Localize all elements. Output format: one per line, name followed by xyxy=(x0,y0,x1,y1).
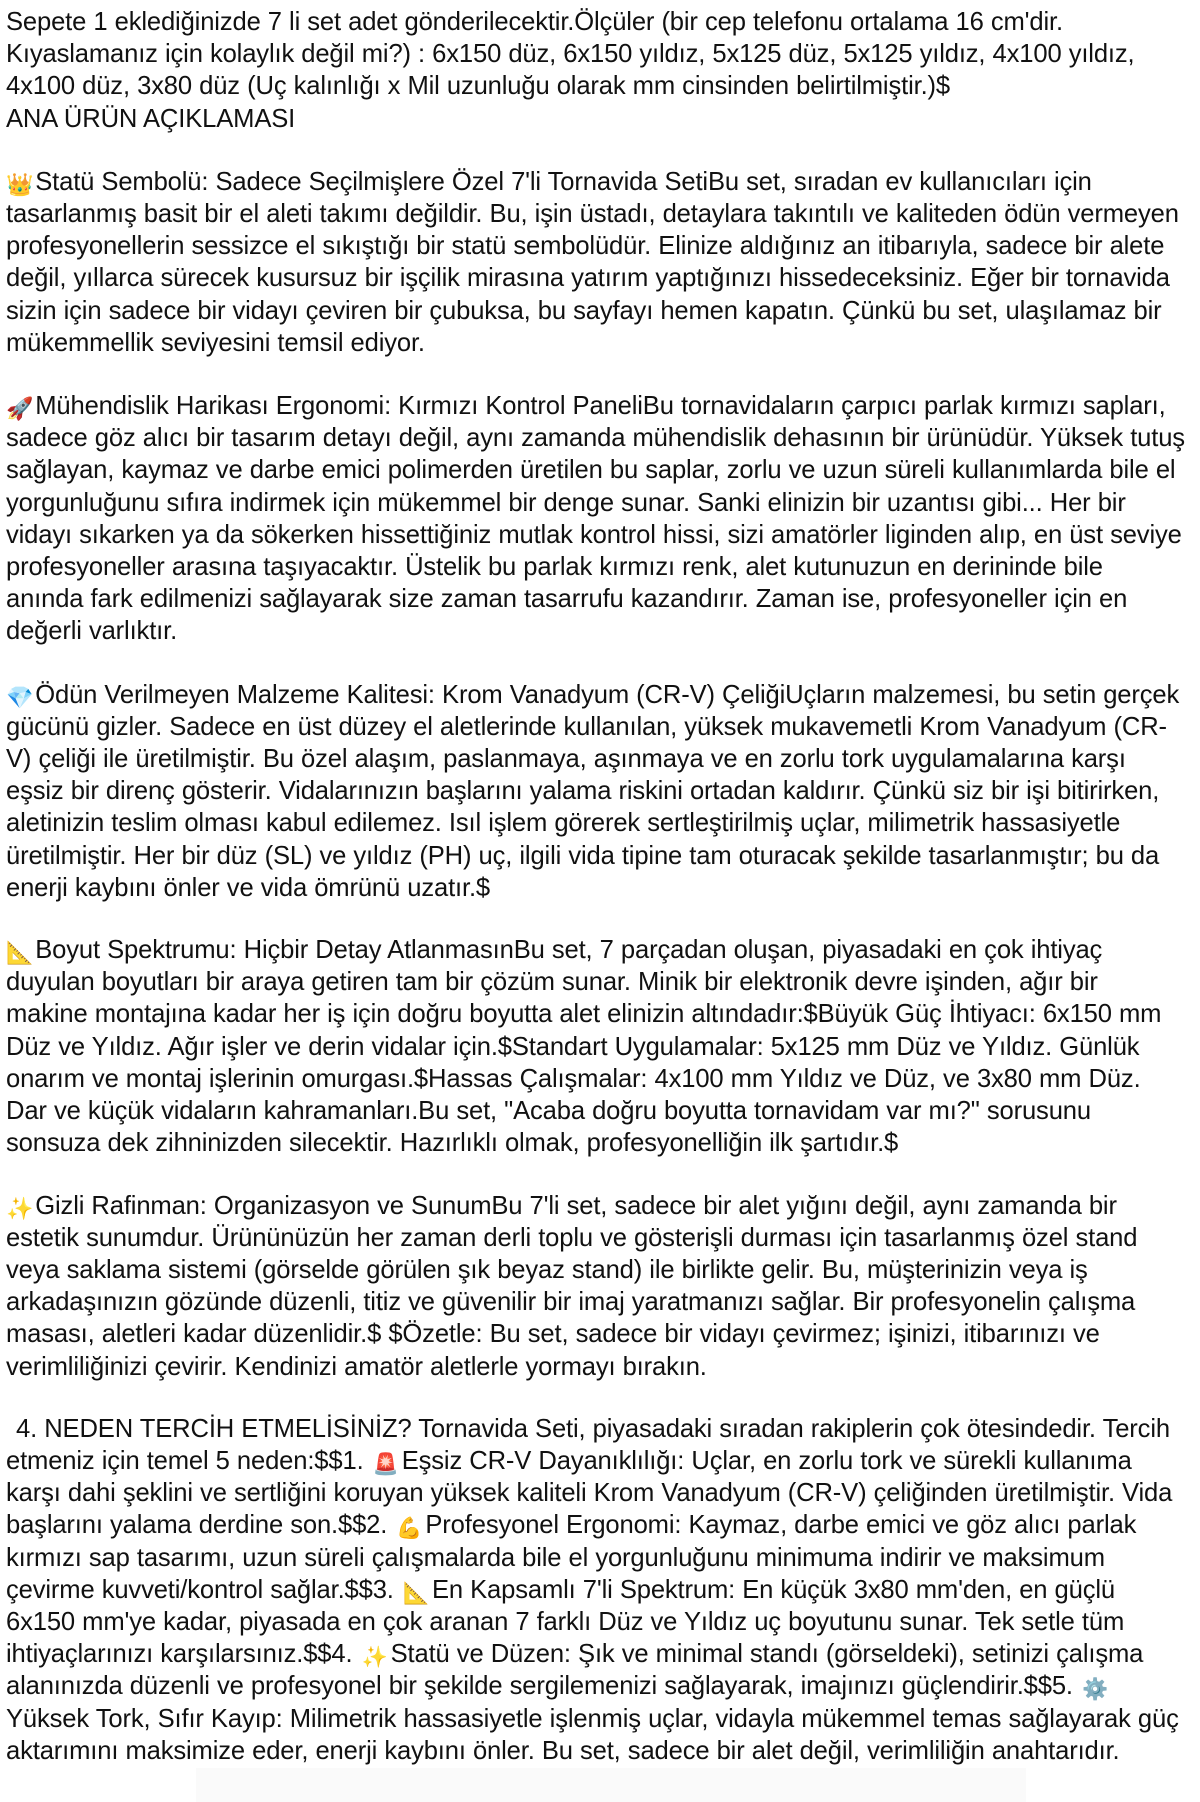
spacer xyxy=(6,1383,1186,1413)
spacer xyxy=(6,359,1186,390)
section-heading: ANA ÜRÜN AÇIKLAMASI xyxy=(6,104,296,133)
triangular-ruler-emoji: 📐 xyxy=(6,941,34,967)
size-spectrum-paragraph xyxy=(6,934,1186,1159)
spacer xyxy=(6,904,1186,934)
document-body xyxy=(6,6,1186,1767)
hidden-refinement-text: Gizli Rafinman: Organizasyon ve SunumBu 7'li set, sadece bir alet yığını değil, aynı zamanda bir estetik sunumdur. Ürününüzün her zaman derli toplu ve gösterişli durması için tasarlanmış özel stand veya saklama sistemi (görselde görülen şık beyaz stand) ile birlikte gelir. Bu, müşterinizin veya iş arkadaşınızın gözünde düzenli, titiz ve güvenilir bir imaj yaratmanızı sağlar. Bir profesyonelin çalışma masası, aletleri kadar düzenlidir.$ $Özetle: Bu set, sadece bir vidayı çevirmez; işinizi, itibarınızı ve verimliliğinizi çevirir. Kendinizi amatör aletlerle yormayı bırakın. xyxy=(6,1191,1138,1381)
status-symbol-text: Statü Sembolü: Sadece Seçilmişlere Özel 7'li Tornavida SetiBu set, sıradan ev kullanıcıları için tasarlanmış basit bir el aleti takımı değildir. Bu, işin üstadı, detaylara takıntılı ve kaliteden ödün vermeyen profesyonellerin sessizce el sıkıştığı bir statü sembolüdür. Elinize aldığınız an itibarıyla, sadece bir alete değil, yıllarca sürecek kusursuz bir işçilik mirasına yatırım yaptığınızı hissedeceksiniz. Eğer bir tornavida sizin için sadece bir vidayı çeviren bir çubuksa, bu sayfayı hemen kapatın. Çünkü bu set, ulaşılamaz bir mükemmellik seviyesini temsil ediyor. xyxy=(6,167,1179,357)
paragraph-text-run: Yüksek Tork, Sıfır Kayıp: Milimetrik hassasiyetle işlenmiş uçlar, vidayla mükemmel temas sağlayarak güç aktarımını maksimize eder, enerji kaybını önler. Bu set, sadece bir alet değil, verimliliğin anahtarıdır. xyxy=(6,1704,1179,1765)
police-car-light-emoji: 🚨 xyxy=(372,1451,399,1476)
paragraph-text-run: Profesyonel Ergonomi: Kaymaz, darbe emici ve göz alıcı parlak kırmızı sap tasarımı, uzun süreli çalışmalarda bile el yorgunluğunu minimuma indirir ve maksimum çevirme kuvveti/kontrol sağlar.$$3. xyxy=(6,1511,1137,1604)
flexed-biceps-emoji: 💪 xyxy=(396,1516,423,1541)
ergonomics-paragraph xyxy=(6,390,1186,648)
paragraph-text-run: Statü ve Düzen: Şık ve minimal standı (görseldeki), setinizi çalışma alanınızda düzenli ve profesyonel bir şekilde sergilemenizi sağlayarak, imajınızı güçlendirir.$$5. xyxy=(6,1640,1144,1701)
material-quality-paragraph xyxy=(6,679,1186,904)
hidden-refinement-paragraph xyxy=(6,1190,1186,1383)
spacer xyxy=(6,135,1186,166)
ergonomics-text: Mühendislik Harikası Ergonomi: Kırmızı Kontrol PaneliBu tornavidaların çarpıcı parlak kırmızı sapları, sadece göz alıcı bir tasarım detayı değil, aynı zamanda mühendislik dehasının bir ürünüdür. Yüksek tutuş sağlayan, kaymaz ve darbe emici polimerden üretilen bu saplar, zorlu ve uzun süreli kullanımlarda bile el yorgunluğunu sıfıra indirmek için mükemmel bir denge sunar. Sanki elinizin bir uzantısı gibi... Her bir vidayı sıkarken ya da sökerken hissettiğiniz mutlak kontrol hissi, sizi amatörler liginden alıp, en üst seviye profesyoneller arasına taşıyacaktır. Üstelik bu parlak kırmızı renk, alet kutunuzun en derininde bile anında fark edilmenizi sağlayarak size zaman tasarrufu kazandırır. Zaman ise, profesyoneller için en değerli varlıktır. xyxy=(6,392,1185,646)
spacer xyxy=(6,648,1186,679)
paragraph-text-run: En Kapsamlı 7'li Spektrum: En küçük 3x80 mm'den, en güçlü 6x150 mm'ye kadar, piyasada en çok aranan 7 farklı Düz ve Yıldız uç boyutunu sunar. Tek setle tüm ihtiyaçlarınızı karşılarsınız.$$4. xyxy=(6,1575,1125,1669)
rocket-emoji: 🚀 xyxy=(6,397,34,423)
material-quality-text: Ödün Verilmeyen Malzeme Kalitesi: Krom Vanadyum (CR-V) ÇeliğiUçların malzemesi, bu setin gerçek gücünü gizler. Sadece en üst düzey el aletlerinde kullanılan, yüksek mukavemetli Krom Vanadyum (CR-V) çeliği ile üretilmiştir. Bu özel alaşım, paslanmaya, aşınmaya ve en zorlu tork uygulamalarına karşı eşsiz bir direnç gösterir. Vidalarınızın başlarını yalama riskini ortadan kaldırır. Çünkü siz bir işi bitirirken, aletinizin teslim olması kabul edilemez. Isıl işlem görerek sertleştirilmiş uçlar, milimetrik hassasiyetle üretilmiştir. Her bir düz (SL) ve yıldız (PH) uç, ilgili vida tipine tam oturacak şekilde tasarlanmıştır; bu da enerji kaybını önler ve vida ömrünü uzatır.$ xyxy=(6,680,1180,902)
gear-emoji: ⚙️ xyxy=(1082,1677,1109,1702)
sparkles-emoji: ✨ xyxy=(361,1645,388,1670)
paragraph-text-run: Eşsiz CR-V Dayanıklılığı: Uçlar, en zorlu tork ve sürekli kullanıma karşı dahi şeklini ve sertliğini koruyan yüksek kaliteli Krom Vanadyum (CR-V) çeliğinden üretilmiştir. Vida başlarını yalama derdine son.$$2. xyxy=(6,1446,1173,1540)
paragraph-text-run: 4. NEDEN TERCİH ETMELİSİNİZ? Tornavida Seti, piyasadaki sıradan rakiplerin çok ötesindedir. Tercih etmeniz için temel 5 neden:$$1. xyxy=(6,1414,1170,1475)
triangular-ruler-emoji: 📐 xyxy=(402,1580,429,1605)
why-choose-segments xyxy=(6,1415,1179,1765)
gem-stone-emoji: 💎 xyxy=(6,685,34,711)
crown-emoji: 👑 xyxy=(6,172,34,198)
intro-paragraph: Sepete 1 eklediğinizde 7 li set adet gönderilecektir.Ölçüler (bir cep telefonu ortalama 16 cm'dir. Kıyaslamanız için kolaylık değil mi?) : 6x150 düz, 6x150 yıldız, 5x125 düz, 5x125 yıldız, 4x100 yıldız, 4x100 düz, 3x80 düz (Uç kalınlığı x Mil uzunluğu olarak mm cinsinden belirtilmiştir.)$ xyxy=(6,8,1135,101)
sparkles-emoji: ✨ xyxy=(6,1196,34,1222)
why-choose-paragraph xyxy=(6,1413,1186,1767)
spacer xyxy=(6,1160,1186,1190)
trailing-highlight-block xyxy=(196,1768,1026,1802)
status-symbol-paragraph xyxy=(6,166,1186,359)
size-spectrum-text: Boyut Spektrumu: Hiçbir Detay AtlanmasınBu set, 7 parçadan oluşan, piyasadaki en çok ihtiyaç duyulan boyutları bir araya getiren tam bir çözüm sunar. Minik bir elektronik devre işinden, ağır bir makine montajına kadar her iş için doğru boyutta alet elinizin altındadır:$Büyük Güç İhtiyacı: 6x150 mm Düz ve Yıldız. Ağır işler ve derin vidalar için.$Standart Uygulamalar: 5x125 mm Düz ve Yıldız. Günlük onarım ve montaj işlerinin omurgası.$Hassas Çalışmalar: 4x100 mm Yıldız ve Düz, ve 3x80 mm Düz. Dar ve küçük vidaların kahramanları.Bu set, "Acaba doğru boyutta tornavidam var mı?" sorusunu sonsuza dek zihninizden silecektir. Hazırlıklı olmak, profesyonelliğin ilk şartıdır.$ xyxy=(6,936,1162,1158)
